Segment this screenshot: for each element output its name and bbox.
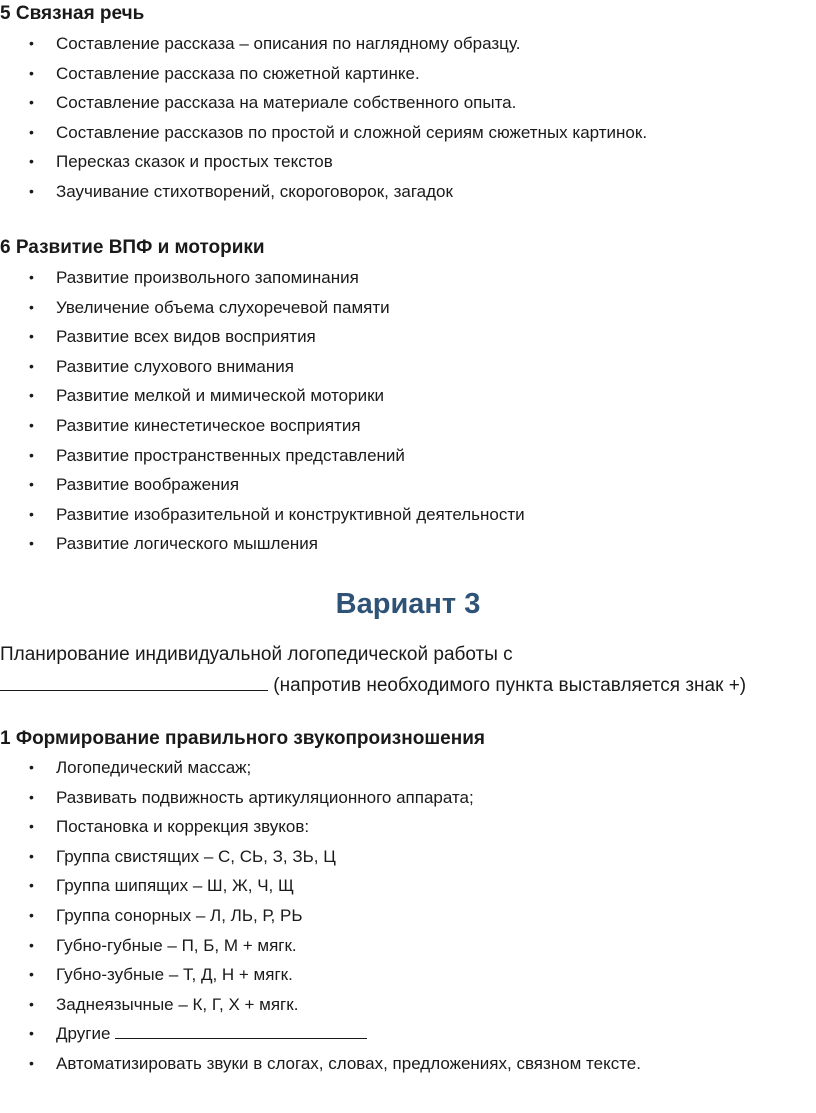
list-item — [0, 1049, 641, 1079]
list-item-text: Развитие логического мышления — [56, 534, 318, 554]
bullet-icon: • — [29, 269, 34, 285]
list-item — [0, 1019, 641, 1049]
plan-line-2 — [0, 672, 746, 697]
list-item — [0, 88, 647, 118]
list-item — [0, 753, 641, 783]
list-item-text: Логопедический массаж; — [56, 758, 252, 777]
blank-line — [115, 1022, 367, 1039]
bullet-icon: • — [29, 818, 34, 835]
list-item-text: Развивать подвижность артикуляционного аппарата; — [56, 787, 474, 807]
list-item — [0, 529, 525, 559]
list-item — [0, 842, 641, 872]
bullet-icon: • — [29, 788, 34, 805]
list-item — [0, 931, 641, 961]
variant-title: Вариант 3 — [335, 588, 481, 620]
bullet-icon: • — [29, 1025, 34, 1042]
bullet-icon: • — [29, 1054, 34, 1071]
bullet-icon: • — [29, 182, 34, 199]
list-item-text: Развитие слухового внимания — [56, 356, 294, 376]
list-item — [0, 990, 641, 1020]
list-item — [0, 29, 647, 59]
list-item-text: Составление рассказа на материале собственного опыта. — [56, 93, 517, 113]
bullet-icon: • — [29, 416, 34, 433]
list-item-text: Развитие кинестетическое восприятия — [56, 415, 361, 435]
list-item-text: Губно-губные – П, Б, М + мягк. — [56, 935, 297, 955]
list-item — [0, 322, 525, 352]
list-item-text: Губно-зубные – Т, Д, Н + мягк. — [56, 965, 293, 985]
bullet-icon: • — [29, 995, 34, 1012]
bullet-icon: • — [29, 505, 34, 522]
list-item-text: Составление рассказов по простой и сложной сериям сюжетных картинок. — [56, 122, 648, 142]
bullet-icon: • — [29, 298, 34, 315]
bullet-icon: • — [29, 328, 34, 345]
list-item — [0, 59, 647, 89]
bullet-icon: • — [29, 64, 34, 81]
list-item-text: Развитие всех видов восприятия — [56, 327, 316, 347]
list-item-text: Группа сонорных – Л, ЛЬ, Р, РЬ — [56, 905, 303, 925]
section-1-list — [0, 753, 641, 1079]
bullet-icon: • — [29, 966, 34, 983]
section-6-heading: 6 Развитие ВПФ и моторики — [0, 237, 265, 258]
list-item-text: Заднеязычные – К, Г, Х + мягк. — [56, 994, 299, 1014]
section-6-list — [0, 263, 525, 559]
bullet-icon: • — [29, 906, 34, 923]
bullet-icon: • — [29, 446, 34, 463]
bullet-icon: • — [29, 123, 34, 140]
list-item — [0, 871, 641, 901]
list-item-text: Составление рассказа по сюжетной картинке. — [56, 63, 420, 83]
bullet-icon: • — [29, 535, 34, 552]
plan-line-1: Планирование индивидуальной логопедической работы с — [0, 644, 513, 665]
list-item — [0, 960, 641, 990]
bullet-icon: • — [29, 759, 34, 775]
list-item — [0, 147, 647, 177]
bullet-icon: • — [29, 387, 34, 404]
list-item — [0, 352, 525, 382]
bullet-icon: • — [29, 357, 34, 374]
list-item-text: Увеличение объема слухоречевой памяти — [56, 297, 390, 317]
list-item — [0, 381, 525, 411]
section-1-heading: 1 Формирование правильного звукопроизношения — [0, 728, 485, 749]
list-item — [0, 783, 641, 813]
list-item-text: Автоматизировать звуки в слогах, словах, предложениях, связном тексте. — [56, 1053, 641, 1073]
list-item-text: Постановка и коррекция звуков: — [56, 817, 310, 837]
list-item — [0, 118, 647, 148]
list-item — [0, 812, 641, 842]
bullet-icon: • — [29, 153, 34, 170]
list-item-text: Развитие произвольного запоминания — [56, 268, 359, 287]
list-item-text: Составление рассказа – описания по наглядному образцу. — [56, 34, 521, 53]
list-item — [0, 500, 525, 530]
section-5-heading: 5 Связная речь — [0, 3, 145, 24]
bullet-icon: • — [29, 877, 34, 894]
blank-line — [0, 672, 268, 691]
list-item — [0, 263, 525, 293]
list-item — [0, 441, 525, 471]
list-item-text: Заучивание стихотворений, скороговорок, загадок — [56, 181, 453, 201]
list-item — [0, 293, 525, 323]
list-item-text: Другие — [56, 1024, 111, 1044]
list-item — [0, 901, 641, 931]
bullet-icon: • — [29, 847, 34, 864]
list-item — [0, 411, 525, 441]
list-item-text: Развитие пространственных представлений — [56, 445, 405, 465]
bullet-icon: • — [29, 936, 34, 953]
plan-line-2-text: (напротив необходимого пункта выставляется знак +) — [273, 675, 747, 696]
bullet-icon: • — [29, 476, 34, 493]
bullet-icon: • — [29, 35, 34, 51]
list-item — [0, 177, 647, 207]
list-item-text: Развитие изобразительной и конструктивной деятельности — [56, 504, 525, 524]
list-item-text: Развитие воображения — [56, 475, 240, 495]
bullet-icon: • — [29, 94, 34, 111]
section-5-list — [0, 29, 647, 207]
list-item-text: Пересказ сказок и простых текстов — [56, 152, 333, 172]
list-item — [0, 470, 525, 500]
list-item-text: Группа свистящих – С, СЬ, З, ЗЬ, Ц — [56, 846, 336, 866]
list-item-text: Развитие мелкой и мимической моторики — [56, 386, 385, 406]
list-item-text: Группа шипящих – Ш, Ж, Ч, Щ — [56, 876, 294, 896]
